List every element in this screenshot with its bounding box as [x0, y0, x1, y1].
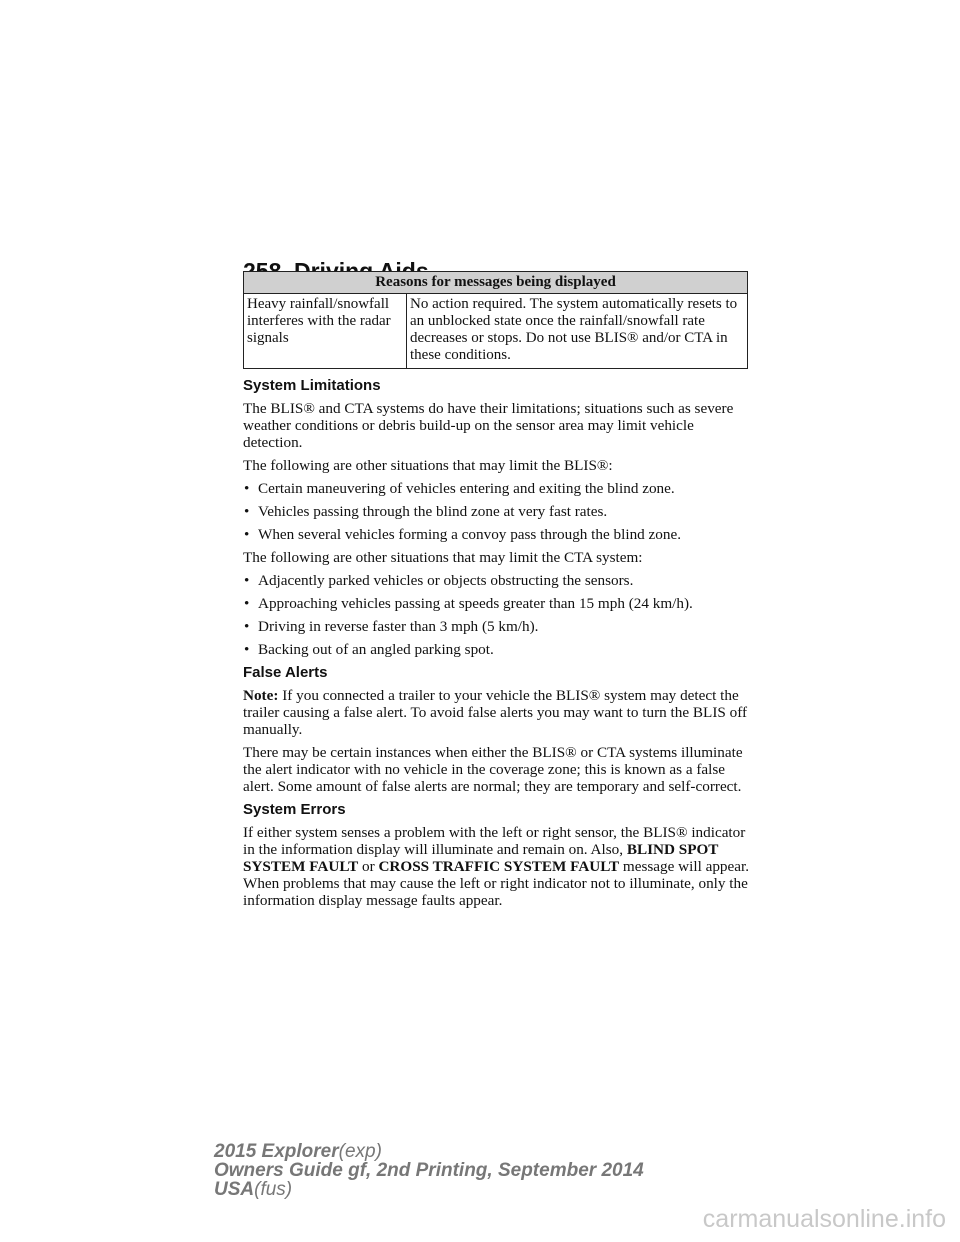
note-text: If you connected a trailer to your vehicle the BLIS® system may detect the trailer causing a false alert. To avoid false alerts you may want to turn the BLIS off manually.	[243, 687, 748, 738]
system-errors-heading: System Errors	[243, 801, 346, 818]
table-cell-condition: Heavy rainfall/snowfall interferes with the radar signals	[244, 294, 407, 369]
cta-limits-intro: The following are other situations that may limit the CTA system:	[243, 549, 643, 566]
list-item: • Adjacently parked vehicles or objects obstructing the sensors.	[244, 572, 634, 589]
footer-model: 2015 Explorer	[214, 1141, 339, 1162]
watermark: carmanualsonline.info	[702, 1205, 946, 1233]
list-item: • Backing out of an angled parking spot.	[244, 641, 494, 658]
false-alerts-paragraph: There may be certain instances when either the BLIS® or CTA systems illuminate the alert indicator with no vehicle in the coverage zone; this is known as a false alert. Some amount of false alerts are normal; they are temporary and self-correct.	[243, 744, 743, 795]
footer-market: USA	[214, 1179, 255, 1200]
table-row	[244, 294, 748, 369]
list-item: • When several vehicles forming a convoy pass through the blind zone.	[244, 526, 682, 543]
bullet-icon: •	[244, 572, 250, 589]
limitations-intro: The BLIS® and CTA systems do have their limitations; situations such as severe weather conditions or debris build-up on the sensor area may limit vehicle detection.	[243, 400, 734, 451]
table-header-row	[244, 272, 748, 294]
blis-limits-intro: The following are other situations that may limit the BLIS®:	[243, 457, 613, 474]
blis-limits-list	[243, 480, 753, 543]
footer-guide: Owners Guide gf, 2nd Printing, September 2014	[214, 1160, 644, 1181]
list-item: • Vehicles passing through the blind zone at very fast rates.	[244, 503, 608, 520]
footer-model-code: (exp)	[338, 1141, 382, 1162]
footer-market-code: (fus)	[254, 1179, 293, 1200]
bullet-icon: •	[244, 618, 250, 635]
false-alerts-heading: False Alerts	[243, 664, 328, 681]
blind-spot-fault-message: BLIND SPOT SYSTEM FAULT	[243, 841, 719, 875]
system-errors-paragraph: If either system senses a problem with the left or right sensor, the BLIS® indicator in the information display will illuminate and remain on. Also, BLIND SPOT SYSTEM FAULT or CROSS TRAFFIC SYSTEM FAULT message will appear. When problems that may cause the left or right indicator not to illuminate, only the information display message faults appear.	[243, 824, 750, 909]
note-label: Note:	[243, 687, 279, 704]
messages-table	[243, 271, 748, 369]
cta-limits-list	[243, 572, 753, 658]
bullet-icon: •	[244, 526, 250, 543]
bullet-icon: •	[244, 503, 250, 520]
false-alerts-note	[243, 687, 753, 738]
list-item: • Driving in reverse faster than 3 mph (5 km/h).	[244, 618, 539, 635]
bullet-icon: •	[244, 595, 250, 612]
page-footer	[214, 1142, 644, 1199]
list-item: • Certain maneuvering of vehicles entering and exiting the blind zone.	[244, 480, 675, 497]
page-content	[243, 377, 753, 915]
table-cell-action: No action required. The system automatically resets to an unblocked state once the rainfall/snowfall rate decreases or stops. Do not use BLIS® and/or CTA in these conditions.	[407, 294, 748, 369]
list-item: • Approaching vehicles passing at speeds greater than 15 mph (24 km/h).	[244, 595, 693, 612]
bullet-icon: •	[244, 480, 250, 497]
cross-traffic-fault-message: CROSS TRAFFIC SYSTEM FAULT	[378, 858, 620, 875]
bullet-icon: •	[244, 641, 250, 658]
table-header: Reasons for messages being displayed	[244, 272, 748, 294]
system-limitations-heading: System Limitations	[243, 377, 381, 394]
